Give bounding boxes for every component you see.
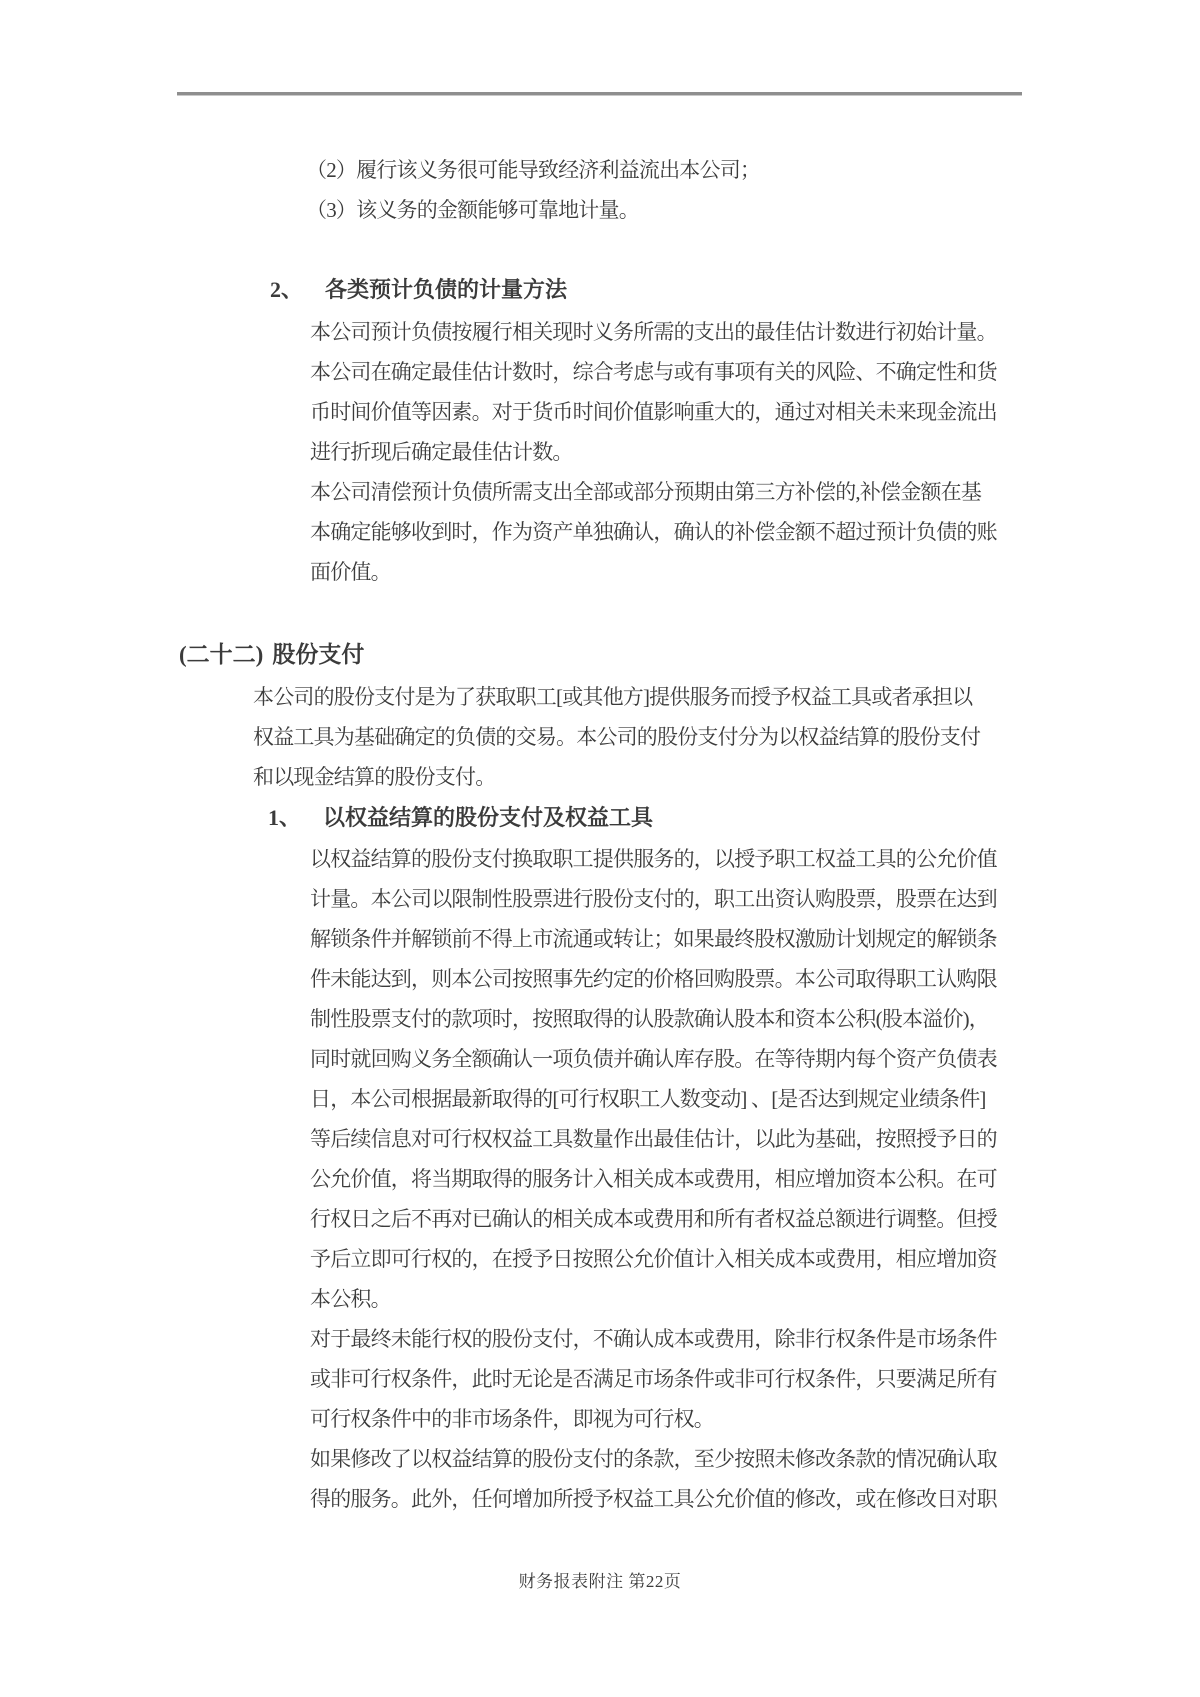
text-line: 权益工具为基础确定的负债的交易。本公司的股份支付分为以权益结算的股份支付 — [253, 725, 981, 749]
text-line: 本确定能够收到时，作为资产单独确认，确认的补偿金额不超过预计负债的账 — [310, 520, 997, 544]
section-22-title: 股份支付 — [272, 642, 365, 667]
text-line: 等后续信息对可行权权益工具数量作出最佳估计，以此为基础，按照授予日的 — [310, 1127, 997, 1151]
section-2-heading — [270, 270, 567, 310]
text-line: 制性股票支付的款项时，按照取得的认股款确认股本和资本公积(股本溢价)， — [310, 1007, 989, 1031]
text-line: 进行折现后确定最佳估计数。 — [310, 440, 573, 464]
text-line: 件未能达到，则本公司按照事先约定的价格回购股票。本公司取得职工认购限 — [310, 967, 997, 991]
text-line: 得的服务。此外，任何增加所授予权益工具公允价值的修改，或在修改日对职 — [310, 1487, 997, 1511]
text-line: 可行权条件中的非市场条件，即视为可行权。 — [310, 1407, 714, 1431]
text-line: 同时就回购义务全额确认一项负债并确认库存股。在等待期内每个资产负债表 — [310, 1047, 997, 1071]
section-2-title: 各类预计负债的计量方法 — [325, 277, 568, 302]
text-line: 本公积。 — [310, 1287, 391, 1311]
text-line: 日，本公司根据最新取得的[可行权职工人数变动] 、[是否达到规定业绩条件] — [310, 1087, 986, 1111]
page-footer: 财务报表附注 第22页 — [518, 1572, 682, 1591]
text-line: 如果修改了以权益结算的股份支付的条款，至少按照未修改条款的情况确认取 — [310, 1447, 997, 1471]
text-line: 行权日之后不再对已确认的相关成本或费用和所有者权益总额进行调整。但授 — [310, 1207, 997, 1231]
paragraph-unvested-treatment — [310, 1319, 997, 1439]
text-line: 以权益结算的股份支付换取职工提供服务的，以授予职工权益工具的公允价值 — [310, 847, 997, 871]
clause-item: （2）履行该义务很可能导致经济利益流出本公司； — [306, 158, 761, 182]
clause-list — [306, 150, 760, 230]
text-line: 面价值。 — [310, 560, 391, 584]
text-line: 予后立即可行权的，在授予日按照公允价值计入相关成本或费用，相应增加资 — [310, 1247, 997, 1271]
paragraph-equity-settled-detail — [310, 839, 997, 1319]
section-22-heading — [179, 635, 364, 675]
section-22-number: (二十二) — [179, 642, 264, 667]
subsection-1-title: 以权益结算的股份支付及权益工具 — [323, 805, 654, 830]
paragraph-terms-modification — [310, 1439, 997, 1519]
text-line: 对于最终未能行权的股份支付，不确认成本或费用，除非行权条件是市场条件 — [310, 1327, 997, 1351]
clause-item: （3）该义务的金额能够可靠地计量。 — [306, 198, 639, 222]
text-line: 解锁条件并解锁前不得上市流通或转让；如果最终股权激励计划规定的解锁条 — [310, 927, 997, 951]
text-line: 币时间价值等因素。对于货币时间价值影响重大的，通过对相关未来现金流出 — [310, 400, 997, 424]
subsection-1-number: 1、 — [268, 805, 302, 830]
subsection-1-heading — [268, 798, 653, 838]
text-line: 或非可行权条件，此时无论是否满足市场条件或非可行权条件，只要满足所有 — [310, 1367, 997, 1391]
paragraph-provision-measurement — [310, 312, 997, 592]
section-2-number: 2、 — [270, 277, 304, 302]
text-line: 计量。本公司以限制性股票进行股份支付的，职工出资认购股票，股票在达到 — [310, 887, 997, 911]
text-line: 本公司清偿预计负债所需支出全部或部分预期由第三方补偿的,补偿金额在基 — [310, 480, 982, 504]
header-rule — [177, 92, 1022, 96]
text-line: 本公司在确定最佳估计数时，综合考虑与或有事项有关的风险、不确定性和货 — [310, 360, 997, 384]
text-line: 本公司的股份支付是为了获取职工[或其他方]提供服务而授予权益工具或者承担以 — [253, 685, 973, 709]
text-line: 本公司预计负债按履行相关现时义务所需的支出的最佳估计数进行初始计量。 — [310, 320, 997, 344]
text-line: 公允价值，将当期取得的服务计入相关成本或费用，相应增加资本公积。在可 — [310, 1167, 997, 1191]
text-line: 和以现金结算的股份支付。 — [253, 765, 496, 789]
paragraph-share-payment-intro — [253, 677, 980, 797]
